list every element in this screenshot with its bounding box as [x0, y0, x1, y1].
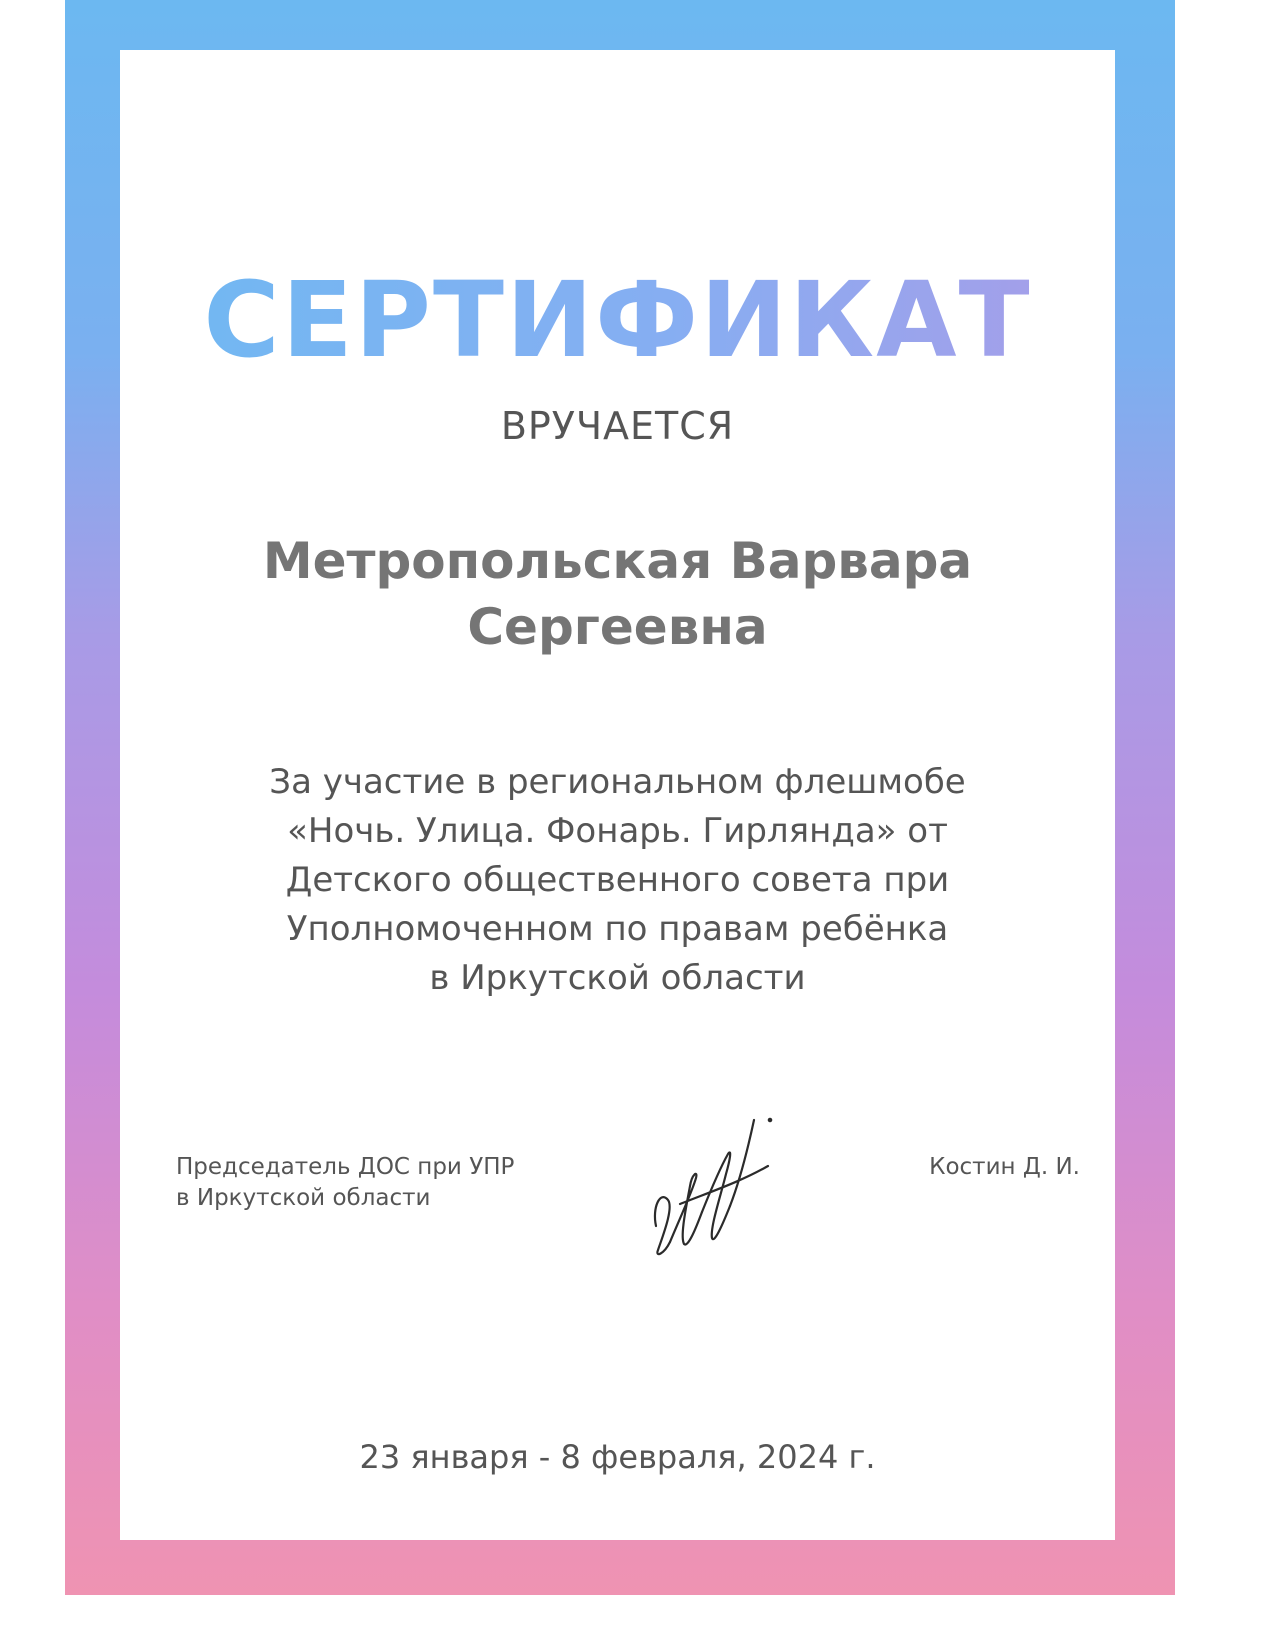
recipient-name [120, 528, 1115, 660]
signer-position-line: Председатель ДОС при УПР [176, 1154, 515, 1180]
certificate-title: СЕРТИФИКАТ [120, 255, 1115, 385]
signer-name: Костин Д. И. [929, 1154, 1080, 1180]
signer-position [176, 1152, 596, 1214]
signature-icon [640, 1108, 780, 1268]
awarded-to-label: ВРУЧАЕТСЯ [500, 404, 735, 448]
recipient-name-line: Сергеевна [467, 598, 768, 656]
event-dates: 23 января - 8 февраля, 2024 г. [359, 1438, 876, 1476]
reason-line: Уполномоченном по правам ребёнка [286, 909, 949, 949]
reason-line: в Иркутской области [429, 958, 806, 998]
award-reason [180, 758, 1055, 1003]
recipient-name-line: Метропольская Варвара [262, 532, 973, 590]
reason-line: Детского общественного совета при [285, 860, 950, 900]
gradient-border-frame [65, 0, 1175, 1595]
signer-position-line: в Иркутской области [176, 1185, 431, 1211]
reason-line: «Ночь. Улица. Фонарь. Гирлянда» от [287, 811, 948, 851]
reason-line: За участие в региональном флешмобе [269, 762, 966, 802]
certificate-sheet [120, 50, 1115, 1540]
